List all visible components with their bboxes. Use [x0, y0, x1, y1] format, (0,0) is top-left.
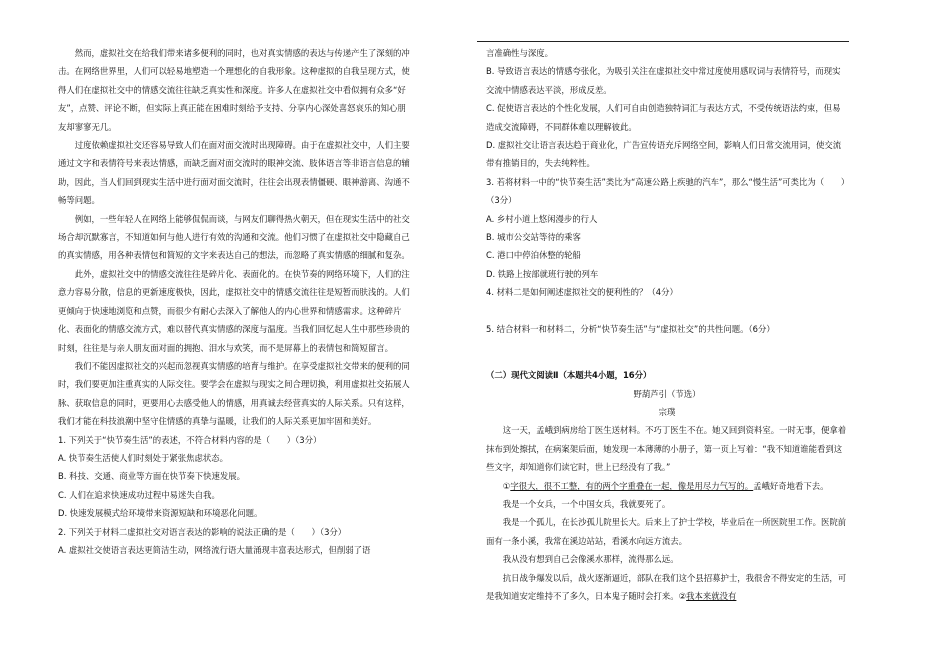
answer-space [486, 302, 848, 320]
question-1-stem: 1. 下列关于“快节奏生活”的表述，不符合材料内容的是（ ）（3分） [58, 434, 322, 445]
underlined-sentence-1: 字很大，很不工整，有的两个字重叠在一起，像是用尽力气写的。 [510, 480, 754, 491]
question-1-option-a: A. 快节奏生活使人们时刻处于紧张焦虑状态。 [58, 452, 229, 463]
story-paragraph: 这一天，孟峨到病房给丁医生送材料。不巧丁医生不在。她又回到资料室。一时无事，便拿着抹布到处擦拭，在病案架后面，她发现一本薄薄的小册子，第一页上写着：“我不知道谁能看到这些文字，却知道你们读它时，世上已经没有了我。” [486, 425, 847, 473]
story-paragraph: 我从没有想到自己会像溪水那样，流得那么远。 [502, 554, 679, 565]
question-2-stem: 2. 下列关于材料二虚拟社交对语言表达的影响的说法正确的是（ ）（3分） [58, 526, 347, 537]
story-paragraph: 我是一个孤儿，在长沙孤儿院里长大。后来上了护士学校，毕业后在一所医院里工作。医院前面有一条小溪，我常在溪边站站，看溪水向远方流去。 [486, 517, 847, 546]
question-2-option-b: B. 导致语言表达的情感夸张化，为吸引关注在虚拟社交中常过度使用感叹词与表情符号，而现实交流中情感表达平淡，形成反差。 [486, 66, 841, 95]
marker-2: ② [678, 590, 687, 601]
question-2-option-c: C. 促使语言表达的个性化发展，人们可自由创造独特词汇与表达方式，不受传统语法约束，但易造成交流障碍，不同群体难以理解彼此。 [486, 103, 841, 132]
story-paragraph [486, 477, 848, 495]
question-3-option-c: C. 港口中停泊休整的轮船 [486, 250, 581, 261]
section-title: （二）现代文阅读Ⅱ（本题共4小题，16分） [486, 370, 652, 381]
paragraph: 过度依赖虚拟社交还容易导致人们在面对面交流时出现障碍。由于在虚拟社交中，人们主要通过文字和表情符号来表达情感，而缺乏面对面交流时的眼神交流、肢体语言等非语言信息的辅助，因此，当人们回到现实生活中进行面对面交流时，往往会出现表情僵硬、眼神游离、沟通不畅等问题。 [58, 140, 410, 206]
story-paragraph [486, 569, 848, 606]
question-3-option-d: D. 铁路上按部就班行驶的列车 [486, 268, 599, 279]
question-2-option-a: A. 虚拟社交使语言表达更简洁生动，网络流行语大量涌现丰富表达形式，但削弱了语 [58, 544, 371, 555]
question-1-option-d: D. 快速发展模式给环境带来资源短缺和环境恶化问题。 [58, 508, 263, 519]
paragraph: 然而，虚拟社交在给我们带来诸多便利的同时，也对真实情感的表达与传递产生了深刻的冲击。在网络世界里，人们可以轻易地塑造一个理想化的自我形象。这种虚拟的自我呈现方式，使得人们在虚拟社交中的情感交流往往缺乏真实性和深度。许多人在虚拟社交中看似拥有众多“好友”，点赞、评论不断，但实际上真正能在困难时刻给予支持、分享内心深处喜怒哀乐的知心朋友却寥寥无几。 [58, 48, 410, 132]
right-column [486, 44, 848, 605]
underlined-sentence-2: 我本来就没有 [686, 590, 737, 601]
answer-space [486, 338, 848, 356]
paragraph: 此外，虚拟社交中的情感交流往往是碎片化、表面化的。在快节奏的网络环境下，人们的注意力容易分散，信息的更新速度极快，因此，虚拟社交中的情感交流往往是短暂而肤浅的。人们更倾向于快速地浏览和点赞，而很少有耐心去深入了解他人的内心世界和情感需求。这种碎片化、表面化的情感交流方式，难以替代真实情感的深度与温度。当我们回忆起人生中那些珍贵的时刻，往往是与亲人朋友面对面的拥抱、泪水与欢笑，而不是屏幕上的表情包和简短留言。 [58, 268, 410, 353]
question-3-option-a: A. 乡村小道上悠闲漫步的行人 [486, 213, 598, 224]
answer-space [486, 356, 848, 366]
marker-1: ① [502, 480, 511, 491]
question-3-stem: 3. 若将材料一中的“快节奏生活”类比为“高速公路上疾驰的汽车”，那么“慢生活”可类比为（ ）（3分） [486, 176, 846, 206]
story-text: 孟峨好奇地看下去。 [753, 480, 829, 491]
question-3-option-b: B. 城市公交站等待的乘客 [486, 232, 581, 243]
left-column [58, 44, 414, 559]
story-title: 野葫芦引（节选） [633, 388, 701, 399]
story-author: 宗璞 [658, 406, 676, 417]
story-text: 抗日战争爆发以后，战火逐渐逼近，部队在我们这个县招募护士，我很舍不得安定的生活，可是我知道安定维持不了多久，日本鬼子随时会打来。 [486, 572, 847, 601]
question-1-option-c: C. 人们在追求快速成功过程中易迷失自我。 [58, 489, 220, 500]
question-2-option-d: D. 虚拟社交让语言表达趋于商业化，广告宣传语充斥网络空间，影响人们日常交流用词，使交流带有推销目的，失去纯粹性。 [486, 140, 842, 169]
story-paragraph: 我是一个女兵，一个中国女兵，我就要死了。 [502, 498, 671, 509]
question-4: 4. 材料二是如何阐述虚拟社交的便利性的？（4分） [486, 287, 678, 298]
paragraph: 我们不能因虚拟社交的兴起而忽视真实情感的培育与维护。在享受虚拟社交带来的便利的同时，我们要更加注重真实的人际交往。要学会在虚拟与现实之间合理切换，利用虚拟社交拓展人脉、获取信息的同时，更要用心去感受他人的情感，用真诚去经营真实的人际关系。只有这样，我们才能在科技浪潮中坚守住情感的真挚与温暖，让我们的人际关系更加牢固和美好。 [58, 360, 410, 427]
paragraph: 例如，一些年轻人在网络上能够侃侃而谈，与网友们聊得热火朝天，但在现实生活中的社交场合却沉默寡言，不知道如何与他人进行有效的沟通和交流。他们习惯了在虚拟社交中隐藏自己的真实情感，用各种表情包和简短的文字来表达自己的想法，而忽略了真实情感的细腻和复杂。 [58, 213, 410, 261]
top-rule [477, 41, 849, 42]
question-5: 5. 结合材料一和材料二，分析“快节奏生活”与“虚拟社交”的共性问题。（6分） [486, 323, 775, 334]
question-1-option-b: B. 科技、交通、商业等方面在快节奏下快速发展。 [58, 471, 245, 482]
question-2-option-a-continued: 言准确性与深度。 [486, 48, 553, 58]
